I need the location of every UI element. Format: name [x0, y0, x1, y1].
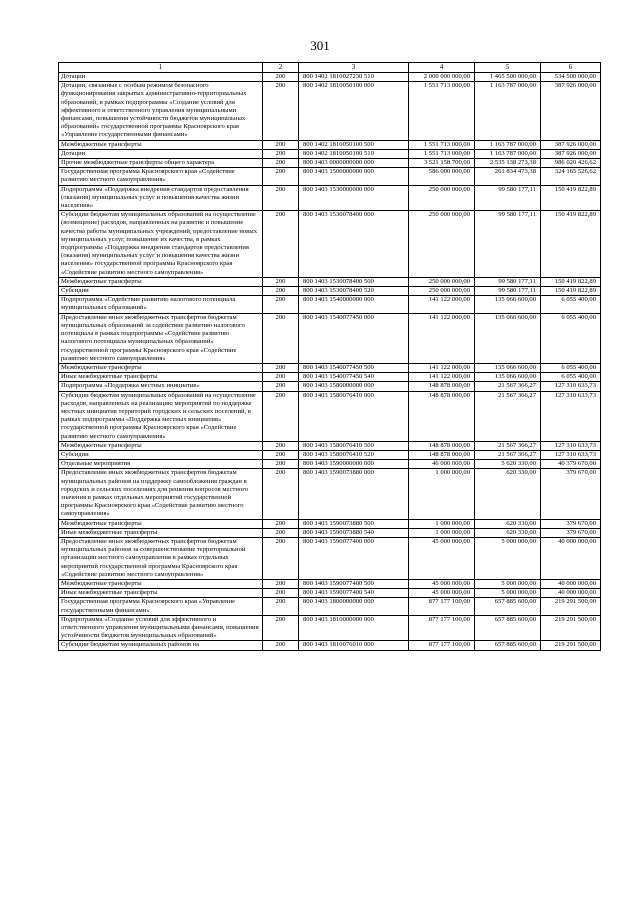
- row-unexecuted-cell: 219 291 500,00: [541, 598, 601, 615]
- row-executed-cell: 99 580 177,11: [475, 185, 541, 211]
- row-name-cell: Дотации, связанные с особым режимом безопасного функционирования закрытых административно-территориальных образований, в рамках подпрограммы «Создание условий для эффективного и ответственного управления муниципальными финансами, повышения устойчивости бюджетов муниципальных образований» государственной программы Красноярского края «Управление государственными финансами»: [59, 82, 263, 140]
- row-ved-cell: 200: [263, 641, 299, 650]
- row-name-cell: Межбюджетные трансферты: [59, 277, 263, 286]
- row-ved-cell: 200: [263, 168, 299, 185]
- table-row: [59, 373, 601, 382]
- row-unexecuted-cell: 150 419 822,89: [541, 185, 601, 211]
- row-approved-cell: 1 000 000,00: [409, 469, 475, 519]
- table-row: [59, 185, 601, 211]
- row-approved-cell: 877 177 100,00: [409, 615, 475, 641]
- row-unexecuted-cell: 127 310 633,73: [541, 382, 601, 391]
- row-code-cell: 800 1403 1590077400 000: [299, 537, 409, 579]
- row-code-cell: 800 1402 1810027230 510: [299, 73, 409, 82]
- column-header: 6: [541, 63, 601, 73]
- row-code-cell: 800 1403 1530078400 520: [299, 287, 409, 296]
- row-unexecuted-cell: 219 291 500,00: [541, 641, 601, 650]
- row-ved-cell: 200: [263, 313, 299, 363]
- table-row: [59, 615, 601, 641]
- row-approved-cell: 1 000 000,00: [409, 519, 475, 528]
- row-unexecuted-cell: 387 926 000,00: [541, 82, 601, 140]
- row-unexecuted-cell: 379 670,00: [541, 519, 601, 528]
- row-name-cell: Субсидии бюджетам муниципальных районов на: [59, 641, 263, 650]
- table-row: [59, 391, 601, 441]
- table-row: [59, 82, 601, 140]
- table-row: [59, 277, 601, 286]
- row-approved-cell: 250 000 000,00: [409, 211, 475, 278]
- row-approved-cell: 148 878 000,00: [409, 450, 475, 459]
- row-name-cell: Прочие межбюджетные трансферты общего характера: [59, 159, 263, 168]
- row-executed-cell: 657 885 600,00: [475, 641, 541, 650]
- column-header: 4: [409, 63, 475, 73]
- table-row: [59, 469, 601, 519]
- row-approved-cell: 141 122 000,00: [409, 373, 475, 382]
- row-unexecuted-cell: 6 055 400,00: [541, 363, 601, 372]
- row-unexecuted-cell: 387 926 000,00: [541, 140, 601, 149]
- row-approved-cell: 141 122 000,00: [409, 296, 475, 313]
- row-ved-cell: 200: [263, 185, 299, 211]
- table-row: [59, 159, 601, 168]
- row-unexecuted-cell: 387 926 000,00: [541, 149, 601, 158]
- row-executed-cell: 1 163 787 000,00: [475, 140, 541, 149]
- row-executed-cell: 1 163 787 000,00: [475, 149, 541, 158]
- table-row: [59, 73, 601, 82]
- table-row: [59, 211, 601, 278]
- table-row: [59, 287, 601, 296]
- row-executed-cell: 261 834 473,38: [475, 168, 541, 185]
- row-name-cell: Иные межбюджетные трансферты: [59, 528, 263, 537]
- row-unexecuted-cell: 40 000 000,00: [541, 537, 601, 579]
- row-ved-cell: 200: [263, 211, 299, 278]
- row-executed-cell: 21 567 366,27: [475, 441, 541, 450]
- row-ved-cell: 200: [263, 441, 299, 450]
- row-name-cell: Межбюджетные трансферты: [59, 363, 263, 372]
- row-unexecuted-cell: 127 310 633,73: [541, 441, 601, 450]
- row-code-cell: 800 1403 1590073880 540: [299, 528, 409, 537]
- row-unexecuted-cell: 40 000 000,00: [541, 579, 601, 588]
- row-ved-cell: 200: [263, 382, 299, 391]
- row-ved-cell: 200: [263, 82, 299, 140]
- row-executed-cell: 1 465 500 000,00: [475, 73, 541, 82]
- row-unexecuted-cell: 534 500 000,00: [541, 73, 601, 82]
- table-row: [59, 149, 601, 158]
- row-code-cell: 800 1403 1540077450 000: [299, 313, 409, 363]
- row-unexecuted-cell: 150 419 822,89: [541, 277, 601, 286]
- column-header: 2: [263, 63, 299, 73]
- row-executed-cell: 620 330,00: [475, 519, 541, 528]
- row-ved-cell: 200: [263, 140, 299, 149]
- row-executed-cell: 620 330,00: [475, 528, 541, 537]
- row-ved-cell: 200: [263, 469, 299, 519]
- table-row: [59, 589, 601, 598]
- row-approved-cell: 141 122 000,00: [409, 363, 475, 372]
- table-row: [59, 598, 601, 615]
- row-executed-cell: 1 163 787 000,00: [475, 82, 541, 140]
- row-executed-cell: 21 567 366,27: [475, 450, 541, 459]
- row-ved-cell: 200: [263, 277, 299, 286]
- row-executed-cell: 99 580 177,11: [475, 277, 541, 286]
- row-approved-cell: 877 177 100,00: [409, 641, 475, 650]
- row-executed-cell: 135 066 600,00: [475, 373, 541, 382]
- row-name-cell: Межбюджетные трансферты: [59, 579, 263, 588]
- row-unexecuted-cell: 150 419 822,89: [541, 211, 601, 278]
- row-approved-cell: 1 551 713 000,00: [409, 149, 475, 158]
- row-executed-cell: 5 000 000,00: [475, 537, 541, 579]
- row-name-cell: Государственная программа Красноярского края «Содействие развитию местного самоуправления»: [59, 168, 263, 185]
- table-row: [59, 460, 601, 469]
- row-executed-cell: 21 567 366,27: [475, 382, 541, 391]
- column-header: 3: [299, 63, 409, 73]
- row-ved-cell: 200: [263, 528, 299, 537]
- row-approved-cell: 45 000 000,00: [409, 579, 475, 588]
- row-code-cell: 800 1403 1540000000 000: [299, 296, 409, 313]
- row-ved-cell: 200: [263, 615, 299, 641]
- row-unexecuted-cell: 6 055 400,00: [541, 296, 601, 313]
- row-code-cell: 800 1403 1590073880 500: [299, 519, 409, 528]
- row-ved-cell: 200: [263, 519, 299, 528]
- row-executed-cell: 657 885 600,00: [475, 598, 541, 615]
- row-name-cell: Межбюджетные трансферты: [59, 519, 263, 528]
- row-ved-cell: 200: [263, 589, 299, 598]
- row-approved-cell: 141 122 000,00: [409, 313, 475, 363]
- row-code-cell: 800 1403 1530078400 000: [299, 211, 409, 278]
- row-ved-cell: 200: [263, 537, 299, 579]
- row-code-cell: 800 1403 1530078400 500: [299, 277, 409, 286]
- row-unexecuted-cell: 379 670,00: [541, 528, 601, 537]
- row-name-cell: Подпрограмма «Поддержка внедрения стандартов предоставления (оказания) муниципальных услуг и повышения качества жизни населения»: [59, 185, 263, 211]
- row-code-cell: 800 1403 1500000000 000: [299, 168, 409, 185]
- row-ved-cell: 200: [263, 296, 299, 313]
- row-approved-cell: 250 000 000,00: [409, 185, 475, 211]
- row-name-cell: Межбюджетные трансферты: [59, 140, 263, 149]
- table-row: [59, 450, 601, 459]
- row-code-cell: 800 1402 1810050100 500: [299, 140, 409, 149]
- table-row: [59, 519, 601, 528]
- row-approved-cell: 148 878 000,00: [409, 382, 475, 391]
- table-row: [59, 537, 601, 579]
- table-row: [59, 168, 601, 185]
- row-approved-cell: 877 177 100,00: [409, 598, 475, 615]
- row-code-cell: 800 1403 1580076410 520: [299, 450, 409, 459]
- row-unexecuted-cell: 219 291 500,00: [541, 615, 601, 641]
- row-name-cell: Предоставление иных межбюджетных трансфертов бюджетам муниципальных районов на поддержку самообложения граждан в городских и сельских поселениях для решения вопросов местного значения в рамках отдельных мероприятий государственной программы Красноярского края «Содействие развитию местного самоуправления»: [59, 469, 263, 519]
- row-approved-cell: 1 551 713 000,00: [409, 82, 475, 140]
- table-row: [59, 441, 601, 450]
- row-ved-cell: 200: [263, 149, 299, 158]
- row-executed-cell: 620 330,00: [475, 469, 541, 519]
- row-executed-cell: 657 885 600,00: [475, 615, 541, 641]
- row-name-cell: Межбюджетные трансферты: [59, 441, 263, 450]
- row-executed-cell: 135 066 600,00: [475, 313, 541, 363]
- row-code-cell: 800 1402 1810050100 510: [299, 149, 409, 158]
- row-approved-cell: 46 000 000,00: [409, 460, 475, 469]
- row-ved-cell: 200: [263, 159, 299, 168]
- column-header: 5: [475, 63, 541, 73]
- budget-table: [58, 62, 601, 651]
- row-executed-cell: 5 000 000,00: [475, 589, 541, 598]
- row-ved-cell: 200: [263, 287, 299, 296]
- row-code-cell: 800 1403 1800000000 000: [299, 598, 409, 615]
- row-approved-cell: 250 000 000,00: [409, 287, 475, 296]
- row-code-cell: 800 1403 1590073880 000: [299, 469, 409, 519]
- row-name-cell: Дотации: [59, 73, 263, 82]
- row-ved-cell: 200: [263, 73, 299, 82]
- row-code-cell: 800 1402 1810050100 000: [299, 82, 409, 140]
- row-executed-cell: 99 580 177,11: [475, 211, 541, 278]
- row-ved-cell: 200: [263, 391, 299, 441]
- row-code-cell: 800 1403 0000000000 000: [299, 159, 409, 168]
- row-name-cell: Предоставление иных межбюджетных трансфертов бюджетам муниципальных районов за совершенствование территориальной организации местного самоуправления в рамках отдельных мероприятий государственной программы Красноярского края «Содействие развитию местного самоуправления»: [59, 537, 263, 579]
- row-ved-cell: 200: [263, 373, 299, 382]
- table-row: [59, 363, 601, 372]
- table-row: [59, 641, 601, 650]
- table-row: [59, 579, 601, 588]
- row-code-cell: 800 1403 1540077450 540: [299, 373, 409, 382]
- row-name-cell: Подпрограмма «Создание условий для эффективного и ответственного управления муниципальными финансами, повышения устойчивости бюджетов муниципальных образований»: [59, 615, 263, 641]
- row-name-cell: Субсидии бюджетам муниципальных образований на осуществление (возмещение) расходов, направленных на развитие и повышение качества работы муниципальных учреждений, предоставление новых муниципальных услуг, повышение их качества, в рамках подпрограммы «Поддержка внедрения стандартов предоставления (оказания) муниципальных услуг и повышения качества жизни населения» государственной программы Красноярского края «Содействие развитию местного самоуправления»: [59, 211, 263, 278]
- row-approved-cell: 586 000 000,00: [409, 168, 475, 185]
- row-name-cell: Субсидии: [59, 450, 263, 459]
- row-name-cell: Субсидии бюджетам муниципальных образований на осуществление расходов, направленных на реализацию мероприятий по поддержке местных инициатив территорий городских и сельских поселений, в рамках подпрограммы «Поддержка местных инициатив» государственной программы Красноярского края «Содействие развитию местного самоуправления»: [59, 391, 263, 441]
- row-executed-cell: 135 066 600,00: [475, 363, 541, 372]
- row-approved-cell: 45 000 000,00: [409, 589, 475, 598]
- table-body: [59, 73, 601, 651]
- row-unexecuted-cell: 127 310 633,73: [541, 450, 601, 459]
- row-unexecuted-cell: 324 165 526,62: [541, 168, 601, 185]
- row-name-cell: Государственная программа Красноярского края «Управление государственными финансами»: [59, 598, 263, 615]
- row-name-cell: Дотации: [59, 149, 263, 158]
- row-code-cell: 800 1403 1590077400 540: [299, 589, 409, 598]
- row-approved-cell: 148 878 000,00: [409, 391, 475, 441]
- row-unexecuted-cell: 127 310 633,73: [541, 391, 601, 441]
- row-executed-cell: 21 567 366,27: [475, 391, 541, 441]
- row-unexecuted-cell: 40 379 670,00: [541, 460, 601, 469]
- row-approved-cell: 148 878 000,00: [409, 441, 475, 450]
- row-executed-cell: 135 066 600,00: [475, 296, 541, 313]
- row-approved-cell: 250 000 000,00: [409, 277, 475, 286]
- row-code-cell: 800 1403 1540077450 500: [299, 363, 409, 372]
- row-unexecuted-cell: 150 419 822,89: [541, 287, 601, 296]
- table-header-row: [59, 63, 601, 73]
- row-executed-cell: 2 535 138 273,38: [475, 159, 541, 168]
- row-unexecuted-cell: 6 055 400,00: [541, 373, 601, 382]
- row-code-cell: 800 1403 1590077400 500: [299, 579, 409, 588]
- page-number: 301: [310, 38, 330, 53]
- table-row: [59, 528, 601, 537]
- row-executed-cell: 5 620 330,00: [475, 460, 541, 469]
- row-code-cell: 800 1403 1810076010 000: [299, 641, 409, 650]
- table-row: [59, 313, 601, 363]
- row-approved-cell: 1 551 713 000,00: [409, 140, 475, 149]
- row-code-cell: 800 1403 1580000000 000: [299, 382, 409, 391]
- row-unexecuted-cell: 6 055 400,00: [541, 313, 601, 363]
- row-executed-cell: 99 580 177,11: [475, 287, 541, 296]
- row-code-cell: 800 1403 1580076410 000: [299, 391, 409, 441]
- row-executed-cell: 5 000 000,00: [475, 579, 541, 588]
- table-row: [59, 140, 601, 149]
- row-ved-cell: 200: [263, 460, 299, 469]
- row-unexecuted-cell: 379 670,00: [541, 469, 601, 519]
- row-approved-cell: 3 521 158 700,00: [409, 159, 475, 168]
- row-name-cell: Иные межбюджетные трансферты: [59, 373, 263, 382]
- row-unexecuted-cell: 40 000 000,00: [541, 589, 601, 598]
- table-row: [59, 382, 601, 391]
- row-ved-cell: 200: [263, 579, 299, 588]
- row-approved-cell: 2 000 000 000,00: [409, 73, 475, 82]
- column-header: 1: [59, 63, 263, 73]
- row-unexecuted-cell: 986 020 426,62: [541, 159, 601, 168]
- row-code-cell: 800 1403 1580076410 500: [299, 441, 409, 450]
- row-code-cell: 800 1403 1530000000 000: [299, 185, 409, 211]
- row-name-cell: Субсидии: [59, 287, 263, 296]
- row-ved-cell: 200: [263, 450, 299, 459]
- table-row: [59, 296, 601, 313]
- row-approved-cell: 45 000 000,00: [409, 537, 475, 579]
- row-code-cell: 800 1403 1590000000 000: [299, 460, 409, 469]
- row-name-cell: Отдельные мероприятия: [59, 460, 263, 469]
- row-ved-cell: 200: [263, 363, 299, 372]
- row-ved-cell: 200: [263, 598, 299, 615]
- row-approved-cell: 1 000 000,00: [409, 528, 475, 537]
- row-name-cell: Подпрограмма «Содействие развитию налогового потенциала муниципальных образований»: [59, 296, 263, 313]
- row-name-cell: Иные межбюджетные трансферты: [59, 589, 263, 598]
- row-name-cell: Подпрограмма «Поддержка местных инициатив»: [59, 382, 263, 391]
- row-name-cell: Предоставление иных межбюджетных трансфертов бюджетам муниципальных образований за содействие развитию налогового потенциала в рамках подпрограммы «Содействие развитию налогового потенциала муниципальных образований» государственной программы Красноярского края «Содействие развитию местного самоуправления»: [59, 313, 263, 363]
- row-code-cell: 800 1403 1810000000 000: [299, 615, 409, 641]
